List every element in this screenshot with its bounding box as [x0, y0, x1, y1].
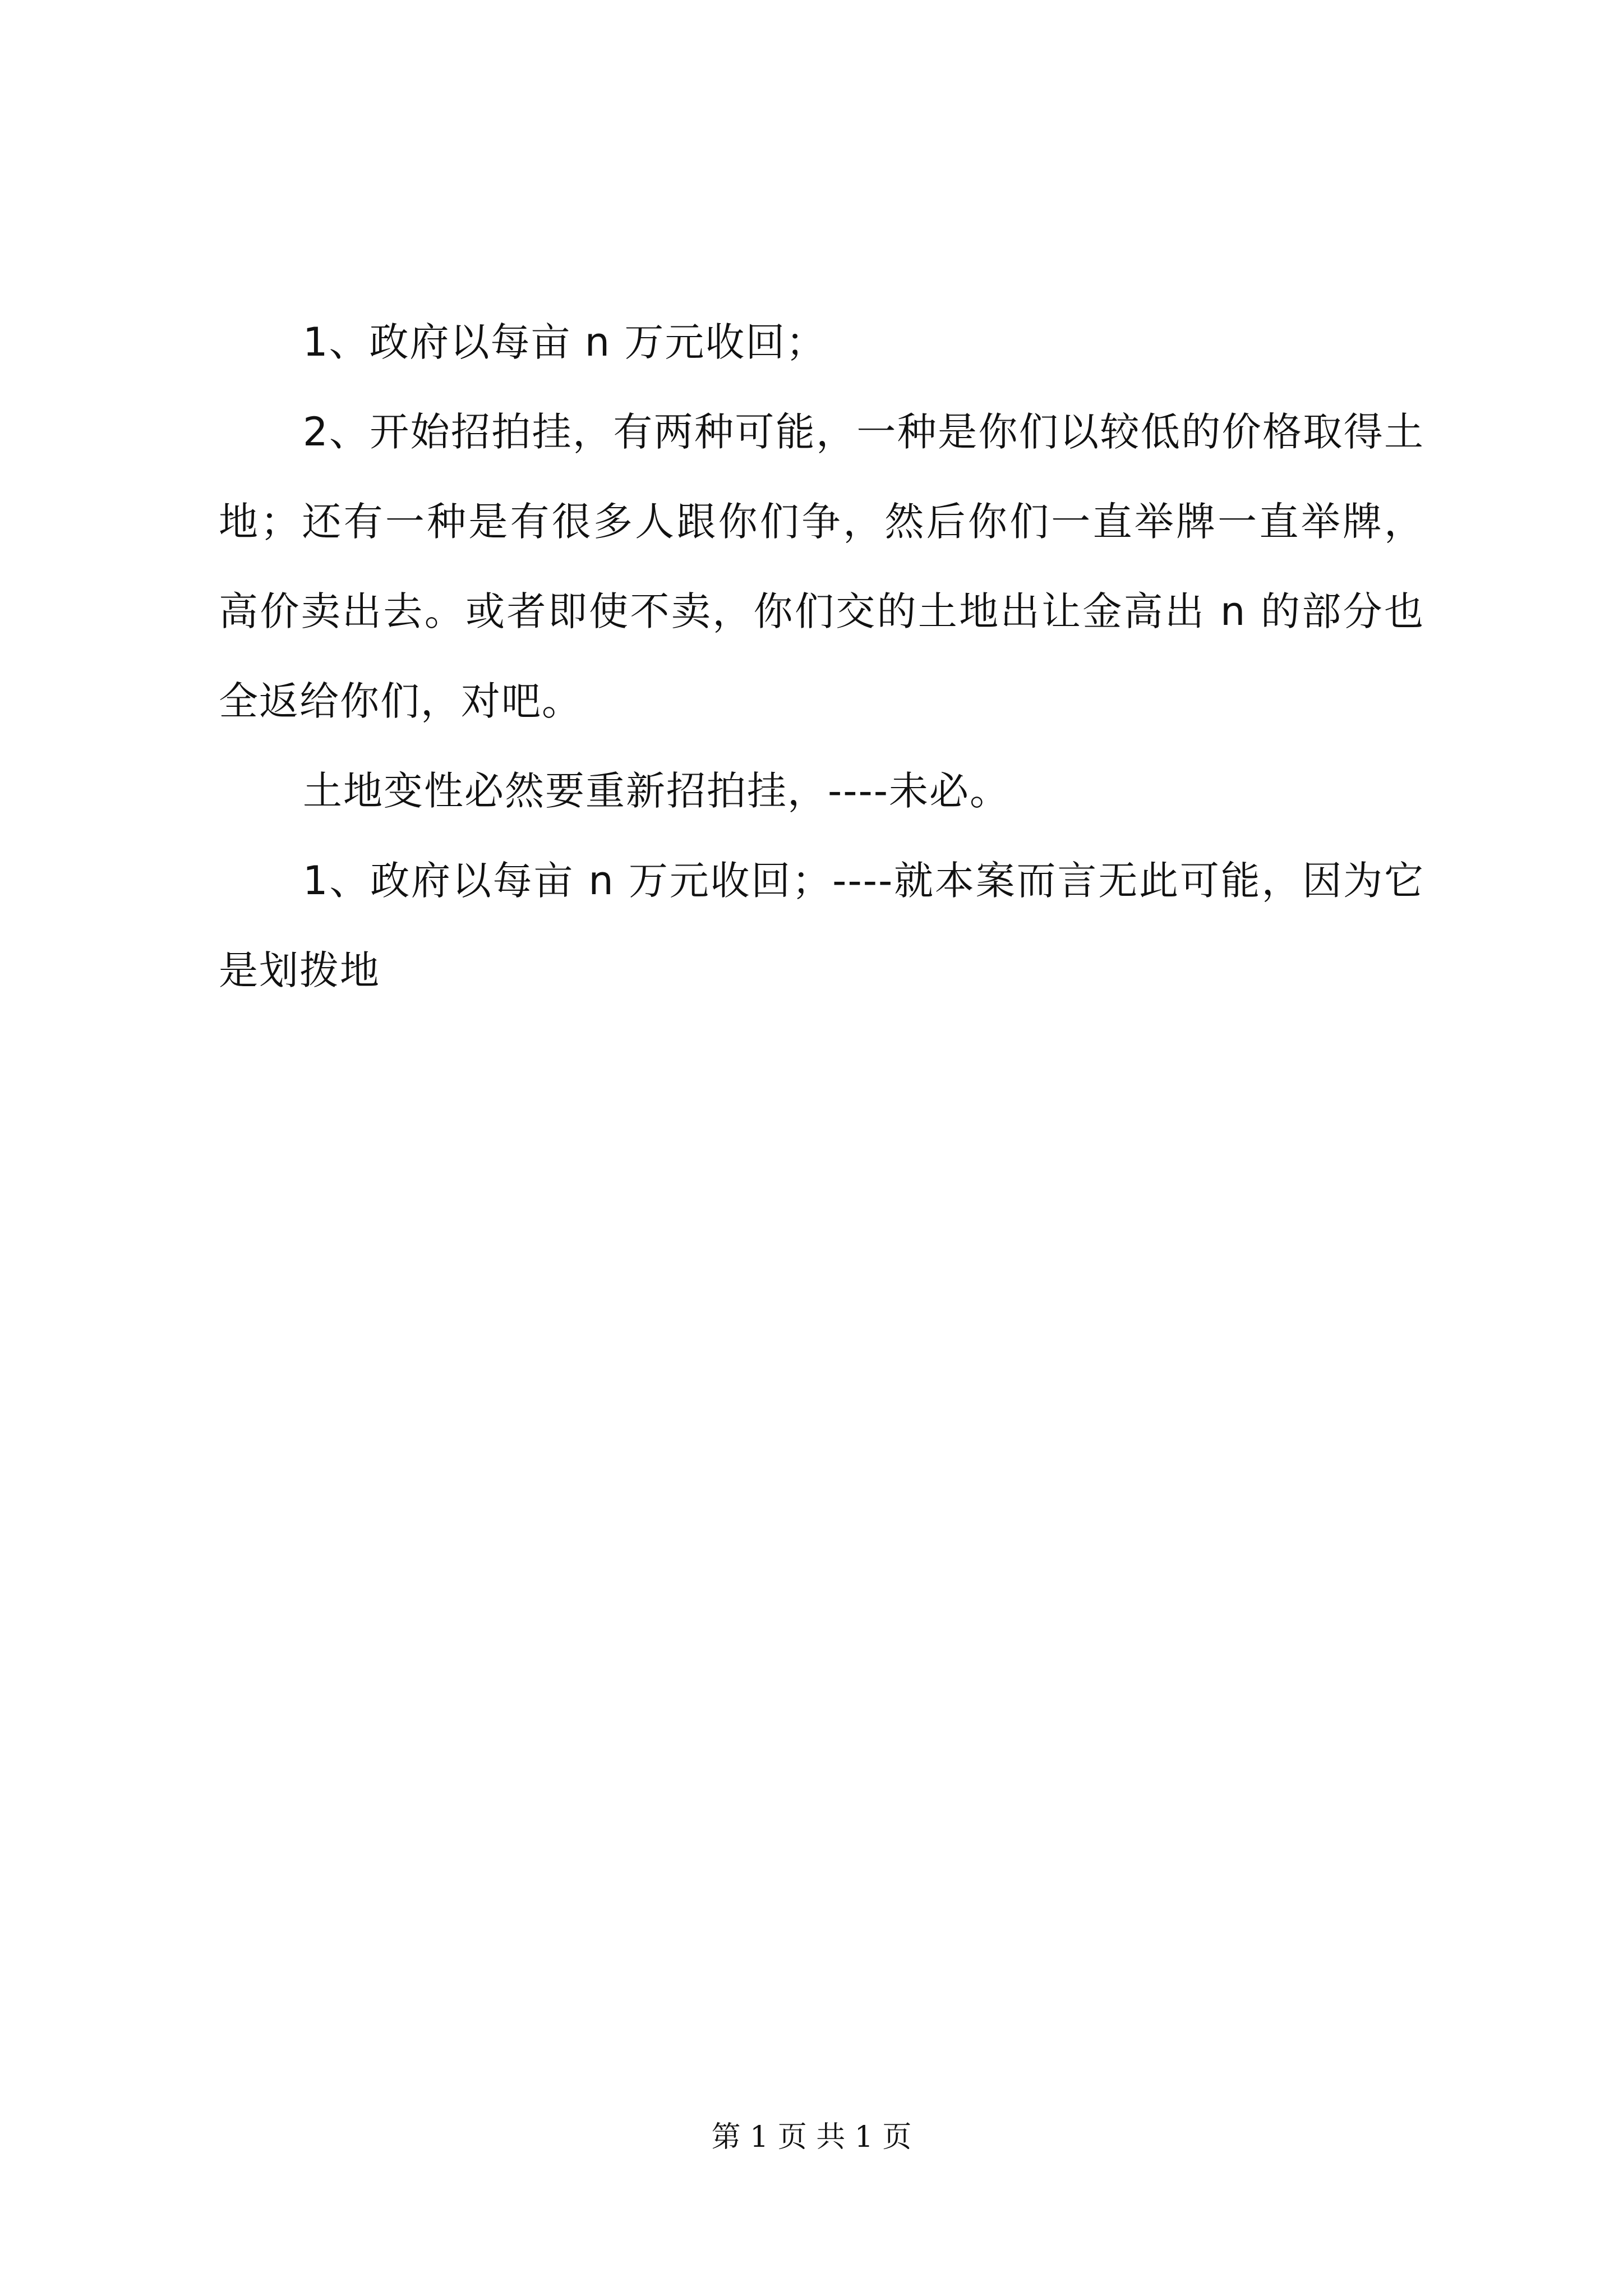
document-body	[219, 297, 1424, 1015]
paragraph-1: 1、政府以每亩 n 万元收回；	[303, 319, 827, 365]
paragraph-3: 土地变性必然要重新招拍挂，----未必。	[303, 768, 1011, 814]
paragraph-4: 1、政府以每亩 n 万元收回；----就本案而言无此可能，因为它是划拨地	[219, 858, 1424, 993]
paragraph-2: 2、开始招拍挂，有两种可能，一种是你们以较低的价格取得土地；还有一种是有很多人跟你们争，然后你们一直举牌一直举牌，高价卖出去。或者即使不卖，你们交的土地出让金高出 n 的部分也全返给你们，对吧。	[219, 409, 1424, 724]
page-footer: 第 1 页 共 1 页	[711, 2120, 912, 2154]
